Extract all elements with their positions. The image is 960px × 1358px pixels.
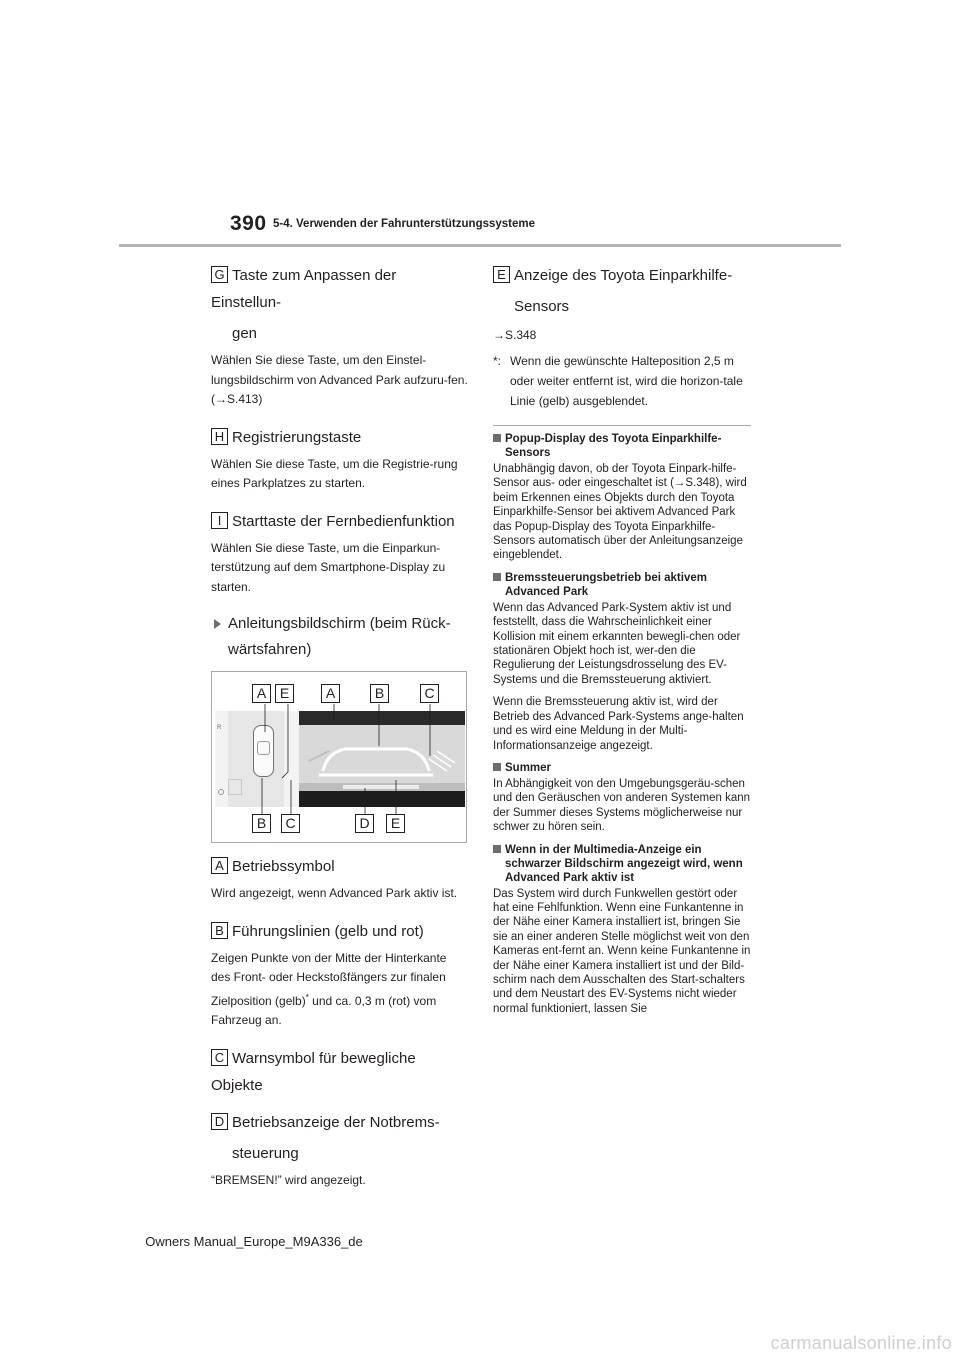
- item-title-line1: Taste zum Anpassen der Einstellun-: [211, 267, 397, 311]
- letter-badge: G: [211, 266, 228, 283]
- note-heading-text: Summer: [505, 761, 552, 774]
- note-heading: [493, 432, 751, 460]
- item-c: [211, 1045, 469, 1099]
- letter-badge: C: [211, 1049, 228, 1066]
- note-heading: [493, 571, 751, 599]
- item-h: [211, 424, 469, 494]
- note-paragraph: Das System wird durch Funkwellen gestört oder hat eine Fehlfunktion. Wenn eine Funkantenne in der Nähe einer Kamera installiert ist, bringen Sie sie an einer anderen Stelle möglichst weit von den Kameras ent-fernt an. Wenn keine Funkantenne in der Nähe einer Kamera installiert ist und der Bild-schirm nach dem Ausschalten des Start-schalters und dem Neustart des EV-Systems nicht wieder normal funktioniert, lassen Sie: [493, 887, 751, 1015]
- item-title-line1: Anzeige des Toyota Einparkhilfe-: [514, 267, 733, 284]
- footnote-mark: *: [305, 992, 309, 1002]
- note-heading: [493, 843, 751, 885]
- callout-label-b: B: [252, 814, 271, 833]
- item-title: [211, 918, 469, 945]
- note-buzzer: [493, 761, 751, 835]
- item-d: [211, 1109, 469, 1191]
- section-title: 5-4. Verwenden der Fahrunterstützungssysteme: [273, 218, 536, 230]
- item-title-line1: Betriebssymbol: [232, 858, 335, 875]
- item-title-line1: Warnsymbol für bewegliche Objekte: [211, 1049, 416, 1094]
- callout-label-a: A: [252, 684, 271, 703]
- letter-badge: A: [211, 857, 228, 874]
- footer-text: Owners Manual_Europe_M9A336_de: [145, 1234, 363, 1249]
- note-black-screen: [493, 843, 751, 1017]
- guidance-screen-figure: [211, 671, 467, 843]
- item-title-line2: gen: [232, 325, 258, 342]
- note-paragraph: Unabhängig davon, ob der Toyota Einpark-hilfe-Sensor aus- oder eingeschaltet ist (→S.348), wird beim Erkennen eines Objekts durch den Toyota Einparkhilfe-Sensor bei aktivem Advanced Park das Popup-Display des Toyota Einparkhilfe-Sensors automatisch über der Anleitungsanzeige eingeblendet.: [493, 463, 747, 562]
- callout-label-e: E: [275, 684, 294, 703]
- item-description: Wird angezeigt, wenn Advanced Park aktiv ist.: [211, 886, 458, 900]
- note-popup-display: [493, 432, 751, 563]
- item-description: [211, 949, 469, 1031]
- gear-indicator: R: [217, 725, 222, 731]
- callout-label-c: C: [420, 684, 439, 703]
- triangle-bullet-icon: [214, 619, 221, 629]
- header-rule: [119, 244, 841, 247]
- guidance-screen-heading: [211, 611, 469, 663]
- square-bullet-icon: [493, 434, 501, 442]
- item-b: [211, 918, 469, 1031]
- item-title: [211, 508, 469, 535]
- footnote-mark: *:: [493, 354, 502, 368]
- footnote: [493, 351, 751, 411]
- note-brake-control: [493, 571, 751, 753]
- description-text: und ca. 0,3 m (rot) vom Fahrzeug an.: [211, 993, 437, 1027]
- item-title: [211, 424, 469, 451]
- letter-badge: B: [211, 922, 228, 939]
- item-a: [211, 853, 469, 904]
- letter-badge: E: [493, 266, 510, 283]
- item-title-line1: Führungslinien (gelb und rot): [232, 922, 424, 940]
- callout-label-b: B: [370, 684, 389, 703]
- note-paragraph: In Abhängigkeit von den Umgebungsgeräu-schen und den Geräuschen von anderen Systemen kann der Summer dieses Systems möglicherweise nur schwer zu hören sein.: [493, 777, 751, 834]
- callout-label-e: E: [386, 814, 405, 833]
- item-title-line1: Starttaste der Fernbedienfunktion: [232, 512, 455, 530]
- item-i: [211, 508, 469, 598]
- left-column: [211, 262, 469, 1204]
- item-title: [211, 1109, 469, 1167]
- square-bullet-icon: [493, 573, 501, 581]
- callout-label-d: D: [355, 814, 374, 833]
- item-g: [211, 262, 469, 410]
- watermark: carmanualsonline.info: [770, 1333, 952, 1353]
- square-bullet-icon: [493, 845, 501, 853]
- section-divider: [493, 425, 751, 426]
- note-paragraph: Wenn die Bremssteuerung aktiv ist, wird der Betrieb des Advanced Park-Systems ange-halten und es wird eine Meldung in der Multi-Informationsanzeige angezeigt.: [493, 696, 744, 752]
- square-bullet-icon: [493, 763, 501, 771]
- item-description: Wählen Sie diese Taste, um die Einparkun-terstützung auf dem Smartphone-Display zu starten.: [211, 540, 446, 594]
- right-column: [493, 262, 751, 1024]
- page-number: 390: [230, 212, 267, 235]
- callout-line: [282, 704, 288, 778]
- letter-badge: H: [211, 428, 228, 445]
- page-reference: →S.348: [493, 328, 537, 342]
- letter-badge: D: [211, 1113, 228, 1130]
- note-heading-text: Wenn in der Multimedia-Anzeige ein schwarzer Bildschirm angezeigt wird, wenn Advanced Park aktiv ist: [505, 843, 743, 884]
- item-title: [211, 1045, 469, 1099]
- callout-label-c: C: [281, 814, 300, 833]
- note-heading-text: Bremssteuerungsbetrieb bei aktivem Advanced Park: [505, 571, 707, 598]
- item-description: “BREMSEN!” wird angezeigt.: [211, 1172, 366, 1187]
- item-title-line1: Betriebsanzeige der Notbrems-: [232, 1113, 440, 1131]
- note-paragraph: Wenn das Advanced Park-System aktiv ist und feststellt, dass die Wahrscheinlichkeit einer Kollision mit einem erkannten bewegli-chen oder stationären Objekt hoch ist, wer-den die Regulierung der Leistungsdrosselung des EV-Systems und die Bremssteuerung aktiviert.: [493, 601, 741, 686]
- callout-label-a: A: [321, 684, 340, 703]
- item-description: Wählen Sie diese Taste, um den Einstel-lungsbildschirm von Advanced Park aufzuru-fen. (→S.413): [211, 353, 468, 406]
- guidance-screen-heading-text: Anleitungsbildschirm (beim Rück-wärtsfahren): [228, 615, 451, 658]
- letter-badge: I: [211, 512, 228, 529]
- item-e: [493, 262, 751, 345]
- note-heading: [493, 761, 751, 775]
- item-title-line1: Registrierungstaste: [232, 428, 362, 446]
- item-title-line2: steuerung: [232, 1144, 299, 1162]
- footnote-text: Wenn die gewünschte Halteposition 2,5 m oder weiter entfernt ist, wird die horizon-tale Linie (gelb) ausgeblendet.: [510, 354, 743, 408]
- note-heading-text: Popup-Display des Toyota Einparkhilfe-Sensors: [505, 433, 722, 459]
- item-title: [493, 262, 751, 320]
- item-title-line2: Sensors: [514, 298, 570, 315]
- item-description: Wählen Sie diese Taste, um die Registrie-rung eines Parkplatzes zu starten.: [211, 456, 458, 490]
- item-title: [211, 262, 469, 347]
- item-title: [211, 853, 469, 880]
- description-text: Zeigen Punkte von der Mitte der Hinterkante des Front- oder Heckstoßfängers zur finalen Zielposition (gelb): [211, 950, 447, 1008]
